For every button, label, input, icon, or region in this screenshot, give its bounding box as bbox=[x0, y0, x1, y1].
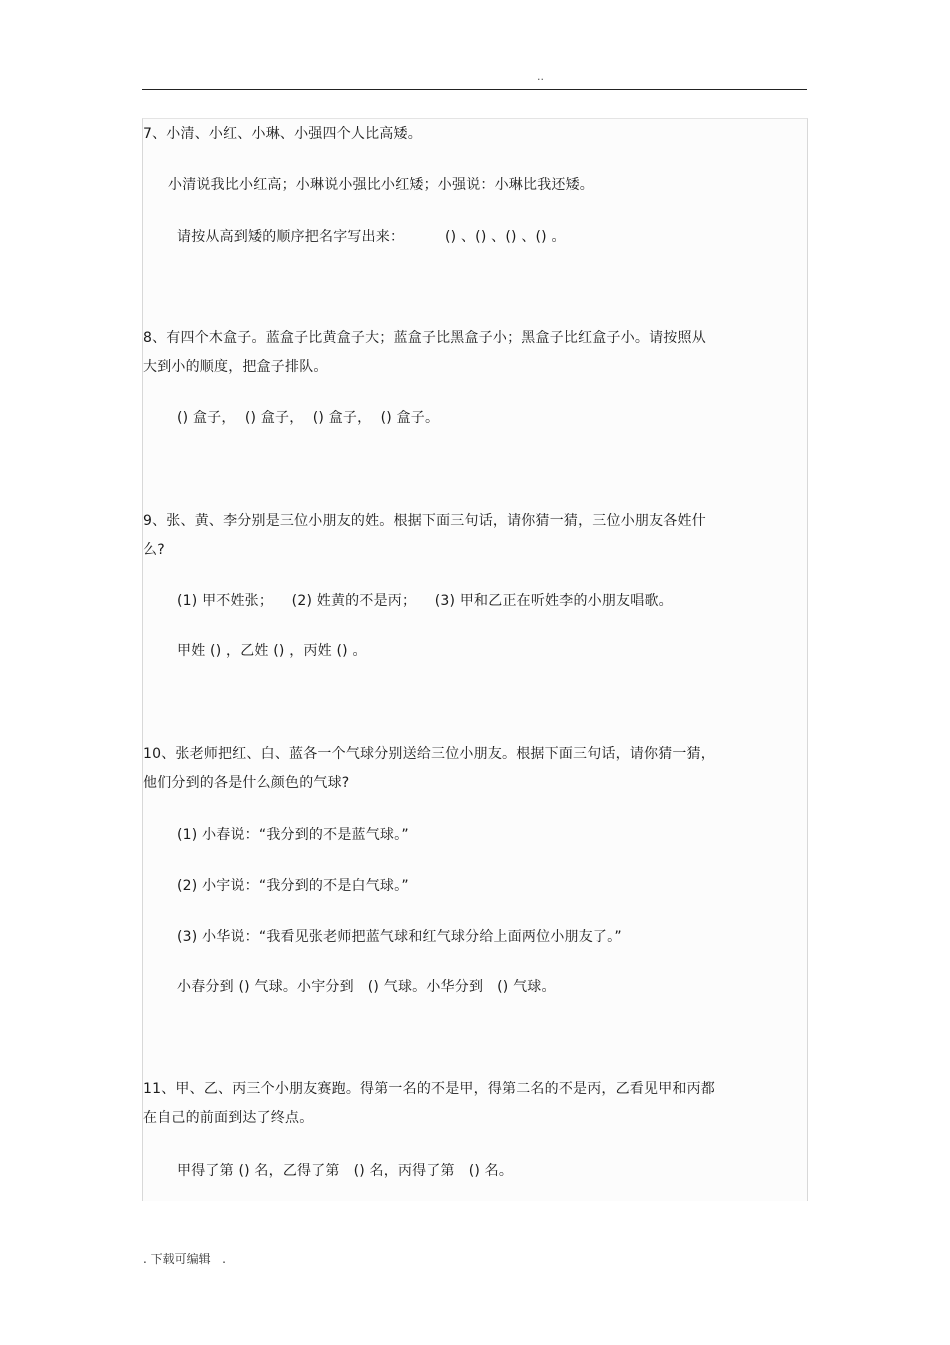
q7-statement: 小清说我比小红高；小琳说小强比小红矮；小强说：小琳比我还矮。 bbox=[168, 177, 594, 193]
q8-text-line2: 大到小的顺度，把盒子排队。 bbox=[143, 359, 328, 375]
header-rule bbox=[142, 89, 807, 90]
q10-text-line2: 他们分到的各是什么颜色的气球? bbox=[143, 775, 350, 791]
q11-text-line2: 在自己的前面到达了终点。 bbox=[143, 1110, 314, 1126]
q11-answer-blanks: 甲得了第 () 名，乙得了第 () 名，丙得了第 () 名。 bbox=[177, 1163, 514, 1179]
q11-text-line1: 11、甲、乙、丙三个小朋友赛跑。得第一名的不是甲，得第二名的不是丙，乙看见甲和丙都 bbox=[143, 1081, 716, 1097]
q8-text-line1: 8、有四个木盒子。蓝盒子比黄盒子大；蓝盒子比黑盒子小；黑盒子比红盒子小。请按照从 bbox=[143, 330, 706, 346]
q10-text-line1: 10、张老师把红、白、蓝各一个气球分别送给三位小朋友。根据下面三句话，请你猜一猜， bbox=[143, 746, 716, 762]
q8-answer-blanks: () 盒子， () 盒子， () 盒子， () 盒子。 bbox=[177, 410, 440, 426]
q7-title: 7、小清、小红、小琳、小强四个人比高矮。 bbox=[143, 126, 422, 142]
q9-text-line2: 么? bbox=[143, 542, 165, 558]
q7-prompt: 请按从高到矮的顺序把名字写出来： bbox=[177, 229, 405, 245]
q10-clue-1: (1) 小春说：“我分到的不是蓝气球。” bbox=[177, 827, 409, 843]
header-dots: .. bbox=[537, 70, 544, 83]
q10-answer-blanks: 小春分到 () 气球。小宇分到 () 气球。小华分到 () 气球。 bbox=[177, 979, 556, 995]
q10-clue-2: (2) 小宇说：“我分到的不是白气球。” bbox=[177, 878, 409, 894]
q10-clue-3: (3) 小华说：“我看见张老师把蓝气球和红气球分给上面两位小朋友了。” bbox=[177, 929, 622, 945]
q9-answer-blanks: 甲姓 () ，乙姓 () ，丙姓 () 。 bbox=[177, 643, 367, 659]
q7-answer-blanks: () 、() 、() 、() 。 bbox=[445, 229, 566, 245]
footer-text: . 下载可编辑 . bbox=[143, 1252, 226, 1266]
q9-clues: (1) 甲不姓张； (2) 姓黄的不是丙； (3) 甲和乙正在听姓李的小朋友唱歌。 bbox=[177, 593, 673, 609]
q9-text-line1: 9、张、黄、李分别是三位小朋友的姓。根据下面三句话，请你猜一猜，三位小朋友各姓什 bbox=[143, 513, 706, 529]
